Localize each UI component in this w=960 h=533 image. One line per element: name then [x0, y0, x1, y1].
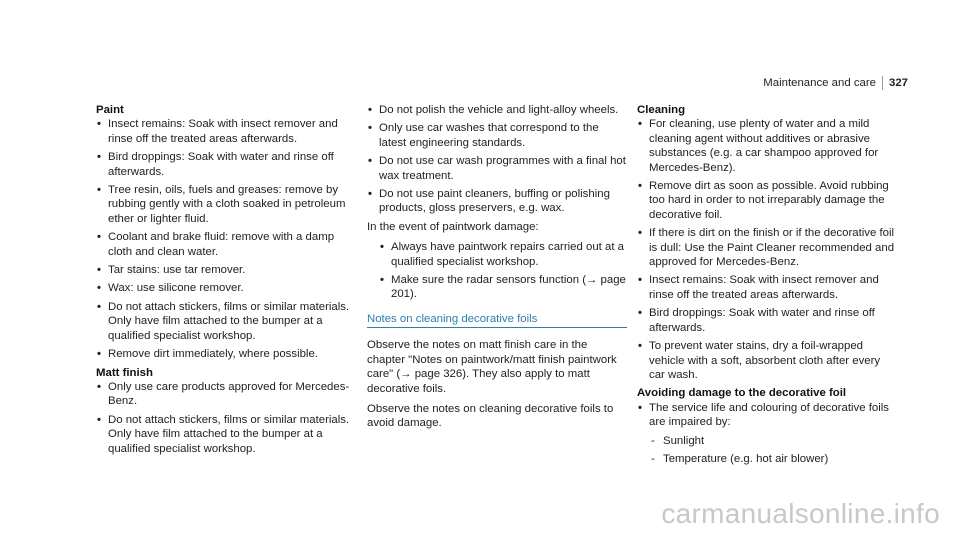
- foils-paragraph-2: Observe the notes on cleaning decorative foils to avoid damage.: [367, 402, 614, 430]
- list-item: • Bird droppings: Soak with water and rinse off afterwards.: [637, 306, 897, 335]
- matt-finish-list: [96, 380, 356, 456]
- list-item: [637, 401, 897, 467]
- decorative-foils-heading: Notes on cleaning decorative foils: [367, 312, 627, 328]
- list-item: • Do not use car wash programmes with a final hot wax treatment.: [367, 154, 627, 183]
- cleaning-list: [637, 117, 897, 382]
- list-item: • Bird droppings: Soak with water and rinse off afterwards.: [96, 150, 356, 179]
- watermark: carmanualsonline.info: [661, 497, 940, 529]
- list-item: • Insect remains: Soak with insect remover and rinse off the treated areas afterwards.: [96, 117, 356, 146]
- list-item: - Temperature (e.g. hot air blower): [649, 452, 897, 466]
- list-item: • Coolant and brake fluid: remove with a damp cloth and clean water.: [96, 230, 356, 259]
- cleaning-heading: Cleaning: [637, 104, 686, 116]
- paint-heading: Paint: [96, 104, 124, 116]
- section-title: Maintenance and care: [763, 77, 876, 90]
- list-item: • Do not polish the vehicle and light-alloy wheels.: [367, 103, 627, 117]
- list-item: • Remove dirt as soon as possible. Avoid rubbing too hard in order to not irreparably damage the decorative foil.: [637, 179, 897, 222]
- list-item: • Always have paintwork repairs carried out at a qualified specialist workshop.: [379, 240, 627, 269]
- damage-list: [379, 240, 627, 302]
- page-header: [763, 76, 908, 90]
- header-divider: [882, 76, 883, 90]
- foils-paragraph-1: Observe the notes on matt finish care in the chapter "Notes on paintwork/matt finish paintwork care" (→ page 326). They also apply to matt decorative foils.: [367, 339, 617, 395]
- list-item: • For cleaning, use plenty of water and a mild cleaning agent without additives or abrasive substances (e.g. a car shampoo approved for Mercedes-Benz).: [637, 117, 897, 175]
- damage-intro: In the event of paintwork damage:: [367, 220, 539, 233]
- column-left: [96, 103, 356, 460]
- avoid-damage-list: [637, 401, 897, 467]
- list-item: • To prevent water stains, dry a foil-wrapped vehicle with a soft, absorbent cloth after every car wash.: [637, 339, 897, 382]
- column-middle: [367, 103, 627, 437]
- list-item: • Wax: use silicone remover.: [96, 281, 356, 295]
- paint-list: [96, 117, 356, 361]
- column-right: [637, 103, 897, 470]
- list-item: • Only use car washes that correspond to the latest engineering standards.: [367, 121, 627, 150]
- list-item: • Make sure the radar sensors function (→ page 201).: [379, 273, 627, 302]
- list-item: - Sunlight: [649, 434, 897, 448]
- list-item: • Remove dirt immediately, where possible.: [96, 347, 356, 361]
- list-item: • Tar stains: use tar remover.: [96, 263, 356, 277]
- impairment-list: [649, 434, 897, 467]
- list-item: • Do not attach stickers, films or similar materials. Only have film attached to the bumper at a qualified specialist workshop.: [96, 300, 356, 343]
- avoid-damage-heading: Avoiding damage to the decorative foil: [637, 387, 847, 400]
- matt-finish-heading: Matt finish: [96, 366, 153, 379]
- avoid-damage-text: The service life and colouring of decorative foils are impaired by:: [649, 401, 889, 429]
- list-item: • Tree resin, oils, fuels and greases: remove by rubbing gently with a cloth soaked in petroleum ether or lighter fluid.: [96, 183, 356, 226]
- list-item: • Do not attach stickers, films or similar materials. Only have film attached to the bumper at a qualified specialist workshop.: [96, 413, 356, 456]
- page-number: 327: [888, 77, 908, 90]
- list-item: • Do not use paint cleaners, buffing or polishing products, gloss preservers, e.g. wax.: [367, 187, 627, 216]
- list-item: • Only use care products approved for Mercedes-Benz.: [96, 380, 356, 409]
- list-item: • Insect remains: Soak with insect remover and rinse off the treated areas afterwards.: [637, 273, 897, 302]
- car-wash-list: [367, 103, 627, 216]
- list-item: • If there is dirt on the finish or if the decorative foil is dull: Use the Paint Cleaner recommended and approved for Mercedes-Benz.: [637, 226, 897, 269]
